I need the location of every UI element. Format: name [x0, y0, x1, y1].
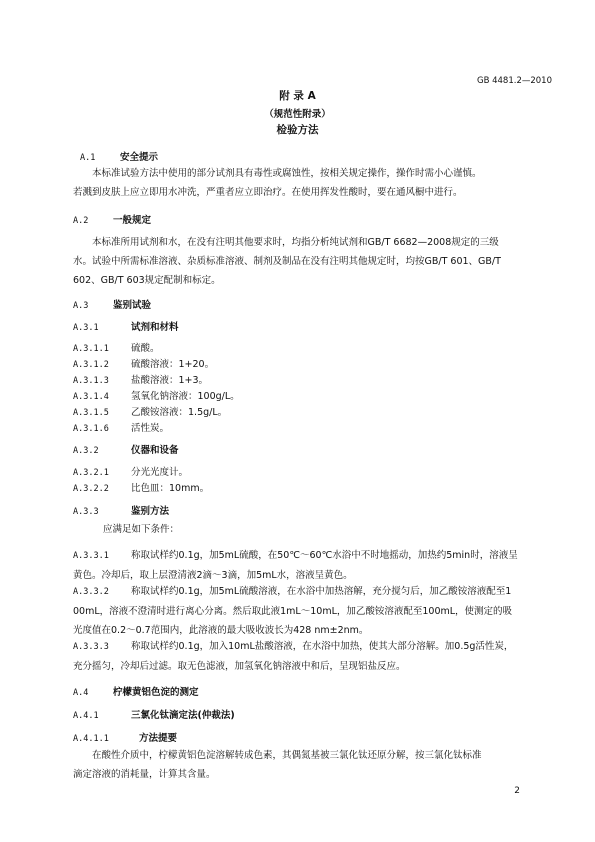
section-number: A.3.3 — [73, 507, 99, 517]
heading-a31 — [73, 319, 179, 333]
item-text: 分光光度计。 — [131, 467, 189, 478]
item-number: A.3.1.4 — [73, 392, 109, 402]
item-number: A.3.1.1 — [73, 344, 109, 354]
paragraph-line: 602、GB/T 603规定配制和标定。 — [73, 275, 221, 286]
heading-a2 — [73, 212, 151, 226]
paragraph-line: 本标准试验方法中使用的部分试剂具有毒性或腐蚀性，按相关规定操作，操作时需小心谨慎。 — [92, 168, 482, 179]
heading-a3 — [73, 297, 151, 311]
item-text: 硫酸溶液：1+20。 — [131, 359, 215, 370]
item-number: A.3.3.3 — [73, 642, 109, 652]
section-title: 鉴别方法 — [131, 506, 170, 517]
section-title: 鉴别试验 — [113, 300, 152, 311]
heading-a4 — [73, 684, 199, 698]
heading-a41 — [73, 707, 235, 721]
instrument-item — [73, 464, 188, 478]
item-number: A.3.2.2 — [73, 484, 109, 494]
paragraph-line: 若溅到皮肤上应立即用水冲洗，严重者应立即治疗。在使用挥发性酸时，要在通风橱中进行。 — [73, 187, 463, 198]
item-number: A.3.3.2 — [73, 587, 109, 597]
section-title: 试剂和材料 — [131, 322, 179, 333]
reagent-item — [73, 356, 214, 370]
paragraph-a332 — [73, 582, 512, 640]
item-text: 盐酸溶液：1+3。 — [131, 375, 209, 386]
item-number: A.3.2.1 — [73, 468, 109, 478]
section-number: A.1 — [80, 153, 96, 163]
section-title: 一般规定 — [113, 215, 152, 226]
item-text: 乙酸铵溶液：1.5g/L。 — [131, 407, 228, 418]
paragraph-line: 在酸性介质中，柠檬黄铝色淀溶解转成色素，其偶氮基被三氯化钛还原分解，按三氯化钛标准 — [92, 750, 482, 761]
section-title: 方法提要 — [139, 733, 178, 744]
paragraph-line — [73, 637, 513, 657]
reagent-item — [73, 372, 208, 386]
paragraph-line — [73, 582, 512, 602]
item-text: 比色皿：10mm。 — [131, 483, 210, 494]
line-text: 称取试样约0.1g，加入10mL盐酸溶液，在水浴中加热，使其大部分溶解。加0.5g活性炭， — [131, 641, 514, 652]
section-number: A.3.2 — [73, 446, 99, 456]
instrument-item — [73, 480, 209, 494]
section-number: A.4.1 — [73, 711, 99, 721]
paragraph-a333 — [73, 637, 513, 676]
heading-a411 — [73, 730, 177, 744]
section-number: A.4 — [73, 688, 89, 698]
section-title: 三氯化钛滴定法(仲裁法) — [131, 710, 235, 721]
section-number: A.4.1.1 — [73, 734, 109, 744]
section-title: 安全提示 — [120, 152, 159, 163]
annex-title: 检验方法 — [276, 124, 319, 136]
item-text: 硫酸。 — [131, 343, 160, 354]
line-text: 称取试样约0.1g，加5mL硫酸溶液，在水浴中加热溶解，充分搅匀后，加乙酸铵溶液配至1 — [131, 586, 512, 597]
reagent-item — [73, 420, 169, 434]
item-number: A.3.1.3 — [73, 376, 109, 386]
page-number: 2 — [514, 786, 520, 796]
paragraph-a1 — [73, 164, 482, 202]
heading-a33 — [73, 503, 169, 517]
intro-text: 应满足如下条件： — [103, 524, 180, 535]
annex-normative: （规范性附录） — [264, 109, 331, 120]
section-number: A.3.1 — [73, 323, 99, 333]
line-text: 称取试样约0.1g，加5mL硫酸，在50℃～60℃水浴中不时地摇动，加热约5min时，溶液呈 — [131, 550, 518, 561]
heading-a32 — [73, 442, 179, 456]
paragraph-line: 光度值在0.2～0.7范围内，此溶液的最大吸收波长为428 nm±2nm。 — [73, 625, 369, 636]
paragraph-line: 滴定溶液的消耗量，计算其含量。 — [73, 769, 216, 780]
reagent-item — [73, 340, 160, 354]
paragraph-line: 水。试验中所需标准溶液、杂质标准溶液、制剂及制品在没有注明其他规定时，均按GB/T 601、GB/T — [73, 256, 501, 267]
paragraph-a411 — [73, 746, 482, 784]
section-number: A.3 — [73, 301, 89, 311]
reagent-item — [73, 404, 227, 418]
section-title: 柠檬黄铝色淀的测定 — [113, 687, 199, 698]
standard-number: GB 4481.2—2010 — [477, 76, 552, 86]
item-number: A.3.1.5 — [73, 408, 109, 418]
item-number: A.3.3.1 — [73, 551, 109, 561]
paragraph-line: 充分摇匀，冷却后过滤。取无色滤液，加氢氧化钠溶液中和后，呈现铝盐反应。 — [73, 661, 406, 672]
paragraph-line: 本标准所用试剂和水，在没有注明其他要求时，均指分析纯试剂和GB/T 6682—2008规定的三级 — [92, 237, 499, 248]
item-text: 活性炭。 — [131, 423, 170, 434]
heading-a1 — [80, 149, 158, 163]
item-number: A.3.1.2 — [73, 360, 109, 370]
section-number: A.2 — [73, 216, 89, 226]
paragraph-a331 — [73, 546, 518, 585]
annex-label: 附 录 A — [279, 90, 316, 102]
paragraph-line — [73, 546, 518, 566]
section-title: 仪器和设备 — [131, 445, 179, 456]
paragraph-a2 — [73, 233, 501, 290]
item-text: 氢氧化钠溶液：100g/L。 — [131, 391, 240, 402]
paragraph-line: 00mL，溶液不澄清时进行离心分离。然后取此液1mL～10mL，加乙酸铵溶液配至100mL，使测定的吸 — [73, 606, 513, 617]
paragraph-line: 黄色。冷却后，取上层澄清液2滴～3滴，加5mL水，溶液呈黄色。 — [73, 570, 353, 581]
reagent-item — [73, 388, 240, 402]
item-number: A.3.1.6 — [73, 424, 109, 434]
